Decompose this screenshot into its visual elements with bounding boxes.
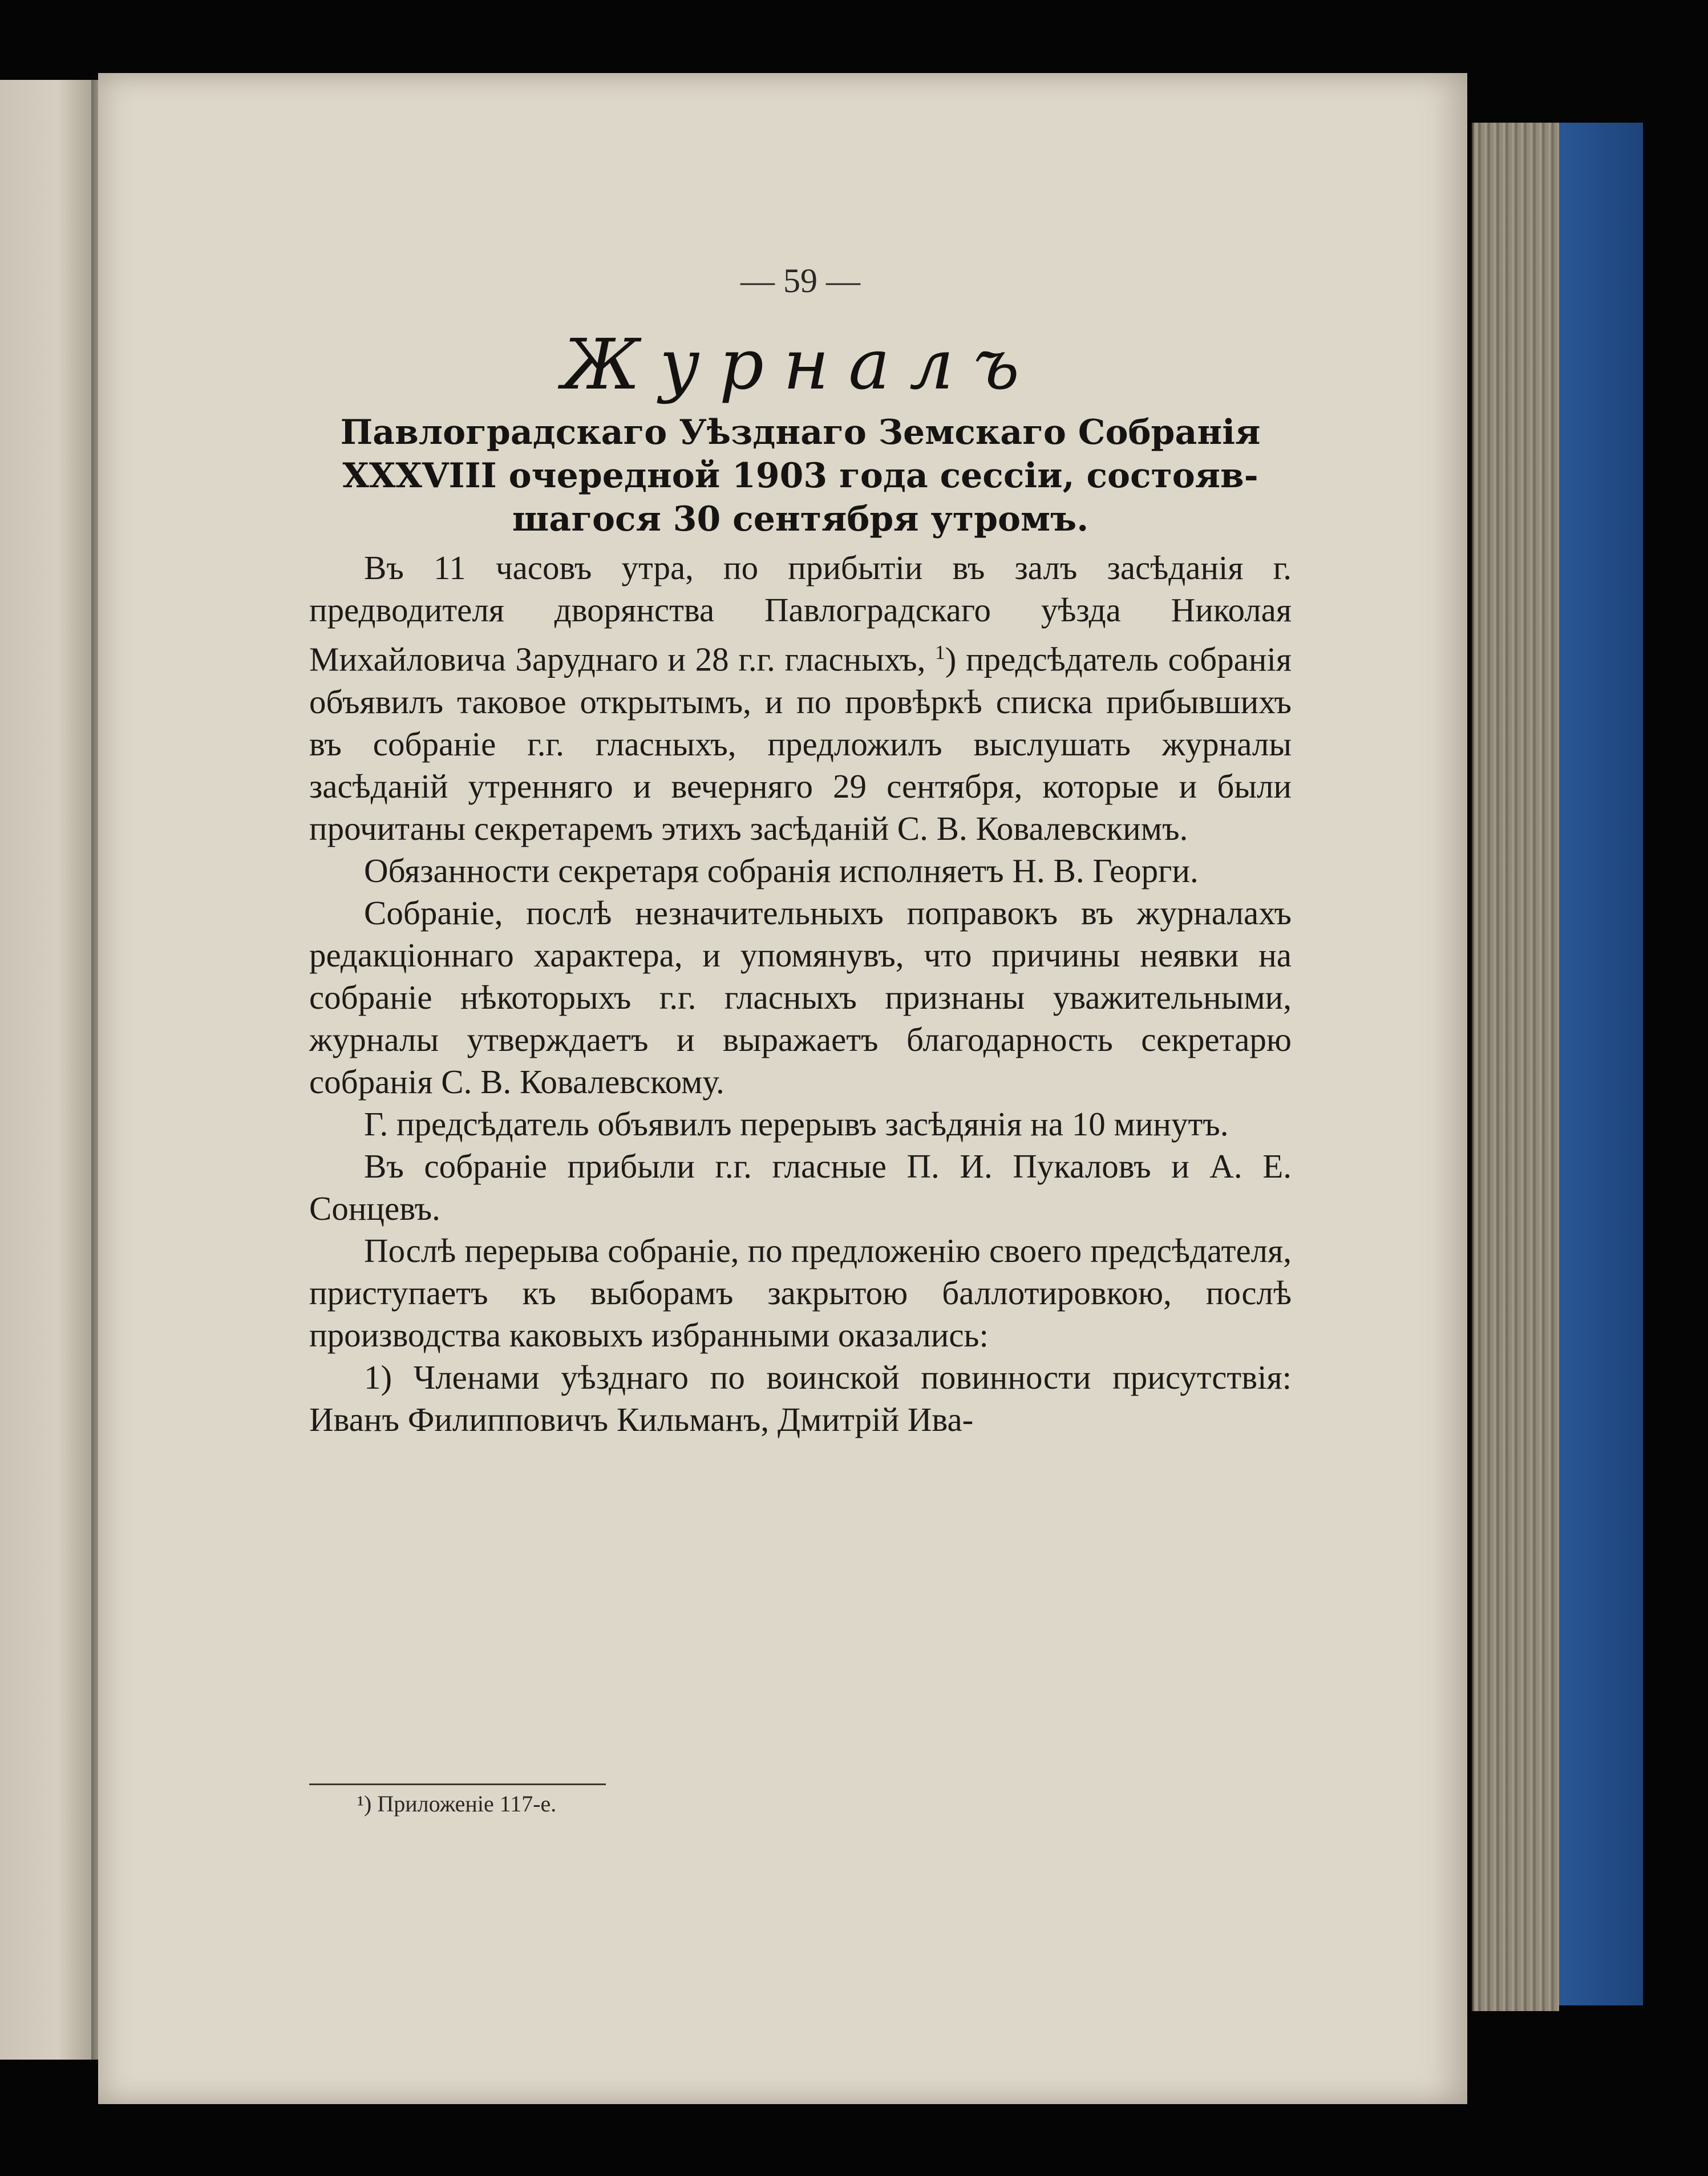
page-title: Журналъ [561, 324, 1039, 405]
footnote-divider [309, 1783, 606, 1785]
subtitle-line: шагося 30 сентября утромъ. [512, 499, 1089, 539]
footnote-mark: 1 [935, 641, 945, 664]
document-page [98, 73, 1467, 2104]
paragraph: Собраніе, послѣ незначительныхъ поправокъ въ журналахъ редакціоннаго характера, и упомянувъ, что причины неявки на собраніе нѣкоторыхъ г.г. гласныхъ признаны уважительными, журналы утверждаетъ и выражаетъ благодарность секретарю собранія С. В. Ковалевскому. [309, 893, 1292, 1101]
paragraph: Обязанности секретаря собранія исполняетъ Н. В. Георги. [364, 851, 1199, 889]
paragraph-text: ) предсѣдатель собранія объявилъ таковое открытымъ, и по провѣркѣ списка прибывшихъ въ собраніе г.г. гласныхъ, предложилъ выслушать журналы засѣданій утренняго и вечерняго 29 сентября, которые и были прочитаны секретаремъ этихъ засѣданій С. В. Ковалевскимъ. [309, 640, 1292, 847]
paragraph: Въ собраніе прибыли г.г. гласные П. И. Пукаловъ и А. Е. Сонцевъ. [309, 1147, 1292, 1227]
paragraph-text: Въ 11 часовъ утра, по прибытіи въ залъ засѣданія г. предводителя дворянства Павлоградскаго уѣзда Николая Михайловича Заруднаго и 28 г.г. гласныхъ, [309, 549, 1292, 678]
paragraph: Послѣ перерыва собраніе, по предложенію своего предсѣдателя, приступаетъ къ выборамъ закрытою баллотировкою, послѣ производства каковыхъ избранными оказались: [309, 1231, 1292, 1354]
left-page-edge [0, 80, 98, 2060]
page-number: — 59 — [740, 262, 860, 300]
footnote: ¹) Приложеніе 117-е. [357, 1791, 557, 1817]
paragraph [309, 547, 1292, 850]
subtitle-line: Павлоградскаго Уѣзднаго Земскаго Собранія [340, 412, 1261, 452]
paragraph: Г. предсѣдатель объявилъ перерывъ засѣдянія на 10 минутъ. [364, 1105, 1229, 1143]
paragraph: 1) Членами уѣзднаго по воинской повинности присутствія: Иванъ Филипповичъ Кильманъ, Дмитрій Ива- [309, 1358, 1292, 1438]
body-text [309, 547, 1292, 1441]
page-subtitle [309, 411, 1292, 541]
subtitle-line: XXXVIII очередной 1903 года сессіи, состояв- [342, 456, 1258, 496]
page-stack-edges [1472, 123, 1559, 2011]
